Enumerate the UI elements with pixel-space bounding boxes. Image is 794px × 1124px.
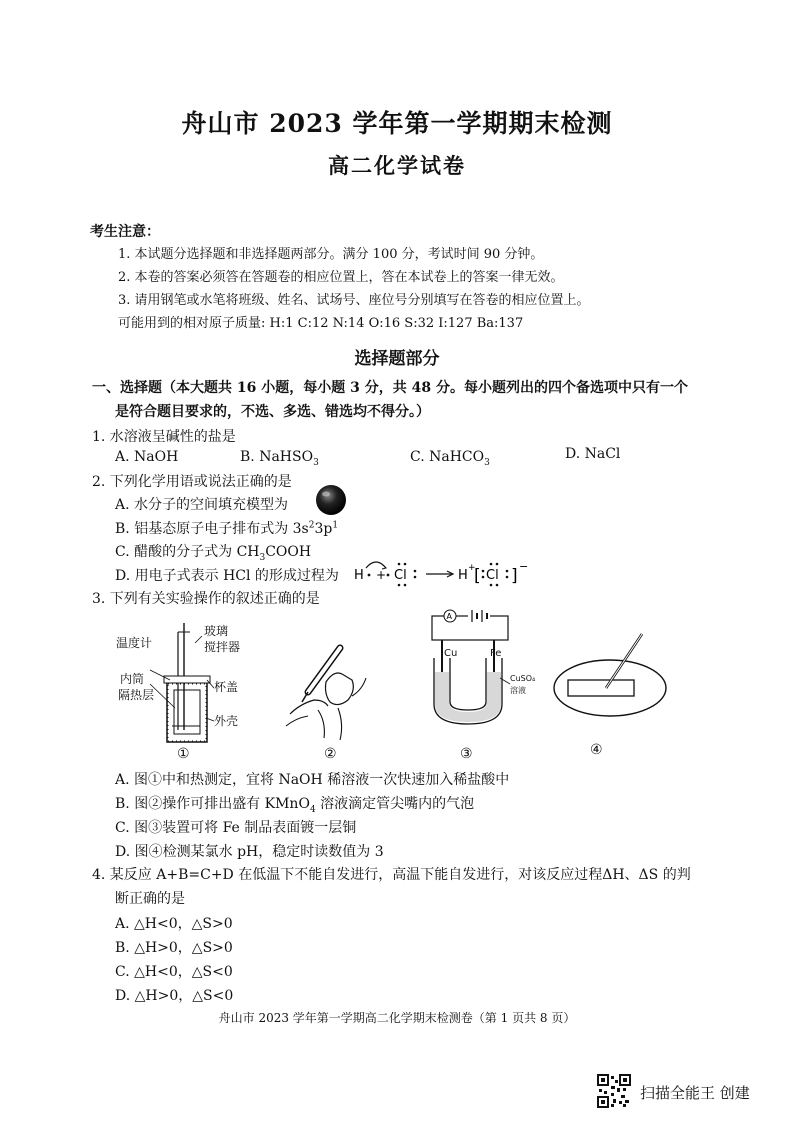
q4-option-d: D. △H>0，△S<0: [115, 988, 234, 1004]
figure-3-electroplating: [420, 608, 540, 760]
watermark-text: 扫描全能王 创建: [640, 1084, 750, 1102]
page-footer: 舟山市 2023 学年第一学期高二化学期末检测卷（第 1 页共 8 页）: [218, 1011, 576, 1025]
q4-stem-line1: 4. 某反应 A+B=C+D 在低温下不能自发进行，高温下能自发进行，对该反应过程ΔH、ΔS 的判: [92, 867, 691, 883]
atomic-mass-line: 可能用到的相对原子质量: H:1 C:12 N:14 O:16 S:32 I:127 Ba:137: [118, 316, 524, 331]
svg-text:+: +: [376, 568, 387, 582]
figure-4-ph-test: [550, 628, 670, 760]
burette-hand-drawing: [278, 630, 378, 742]
q2-option-b: B. 铝基态原子电子排布式为 $3s^23p^1$: [115, 520, 339, 537]
q4-option-b: B. △H>0，△S>0: [115, 940, 233, 956]
fig1-label-stirrer: 搅拌器: [204, 640, 241, 654]
q4-option-c: C. △H<0，△S<0: [115, 964, 233, 980]
fig1-label-inner-cylinder: 内筒: [120, 672, 145, 686]
q1-stem: 1. 水溶液呈碱性的盐是: [92, 429, 236, 445]
part1-instruction-line2: 是符合题目要求的，不选、多选、错选均不得分。）: [115, 404, 430, 420]
q1-option-c: C. NaHCO$_3$: [410, 449, 490, 468]
ph-paper-drawing: [550, 628, 670, 728]
svg-text:Cl: Cl: [486, 568, 499, 583]
q2-option-a: A. 水分子的空间填充模型为: [115, 497, 289, 513]
u-tube-cell-drawing: [420, 608, 540, 730]
svg-text:+: +: [468, 563, 476, 573]
exam-subtitle: 高二化学试卷: [328, 153, 466, 178]
water-space-filling-model-icon: [312, 482, 350, 518]
q1-option-b: B. NaHSO$_3$: [240, 449, 319, 468]
notice-item-3: 3. 请用钢笔或水笔将班级、姓名、试场号、座位号分别填写在答卷的相应位置上。: [118, 293, 590, 308]
svg-text:Cl: Cl: [394, 568, 407, 583]
svg-text:H: H: [354, 568, 364, 583]
svg-text:A: A: [446, 612, 452, 621]
section-title: 选择题部分: [354, 349, 440, 369]
exam-title: 舟山市 2023 学年第一学期期末检测: [181, 109, 613, 138]
qr-code-icon: [597, 1074, 631, 1108]
figure-1-calorimeter: [112, 618, 252, 762]
q3-option-c: C. 图③装置可将 Fe 制品表面镀一层铜: [115, 820, 357, 836]
q4-stem-line2: 断正确的是: [115, 891, 185, 907]
fig3-label-fe: Fe: [490, 648, 502, 659]
q3-stem: 3. 下列有关实验操作的叙述正确的是: [92, 591, 320, 607]
part1-instruction-line1: 一、选择题（本大题共 16 小题，每小题 3 分，共 48 分。每小题列出的四个备选项中只有一个: [92, 380, 688, 396]
q2-option-c: C. 醋酸的分子式为 $CH_3COOH$: [115, 544, 312, 563]
figure-2-burette: [278, 630, 378, 762]
hcl-electron-formula-diagram: [352, 554, 542, 588]
fig1-label-glass: 玻璃: [204, 624, 229, 638]
q1-option-d: D. NaCl: [565, 446, 621, 462]
fig1-label-insulation: 隔热层: [118, 688, 155, 702]
notice-item-1: 1. 本试题分选择题和非选择题两部分。满分 100 分，考试时间 90 分钟。: [118, 247, 544, 262]
q2-option-d: D. 用电子式表示 HCl 的形成过程为: [115, 568, 339, 584]
svg-text:−: −: [519, 560, 529, 573]
svg-text:[: [: [474, 566, 481, 586]
fig3-label-cu: Cu: [444, 648, 458, 659]
fig4-number: ④: [590, 742, 603, 758]
fig1-label-thermometer: 温度计: [116, 636, 153, 650]
q3-option-a: A. 图①中和热测定，宜将 NaOH 稀溶液一次快速加入稀盐酸中: [115, 772, 510, 788]
fig3-label-cuso4: CuSO₄: [510, 674, 536, 683]
q3-option-b: B. 图②操作可排出盛有 KMnO$_4$ 溶液滴定管尖嘴内的气泡: [115, 796, 475, 815]
notice-item-2: 2. 本卷的答案必须答在答题卷的相应位置上，答在本试卷上的答案一律无效。: [118, 270, 564, 285]
fig2-number: ②: [324, 746, 337, 762]
fig1-number: ①: [177, 746, 190, 762]
fig3-number: ③: [460, 746, 473, 762]
q3-option-d: D. 图④检测某氯水 pH，稳定时读数值为 3: [115, 844, 384, 860]
fig3-label-solution: 溶液: [510, 686, 526, 695]
q2-stem: 2. 下列化学用语或说法正确的是: [92, 474, 292, 490]
notice-heading: 考生注意：: [90, 224, 160, 240]
fig1-label-lid: 杯盖: [214, 680, 239, 694]
svg-text:H: H: [458, 568, 468, 583]
svg-text:]: ]: [511, 566, 518, 586]
q4-option-a: A. △H<0，△S>0: [115, 916, 233, 932]
fig1-label-outer-shell: 外壳: [214, 714, 239, 728]
q1-option-a: A. NaOH: [115, 449, 179, 465]
